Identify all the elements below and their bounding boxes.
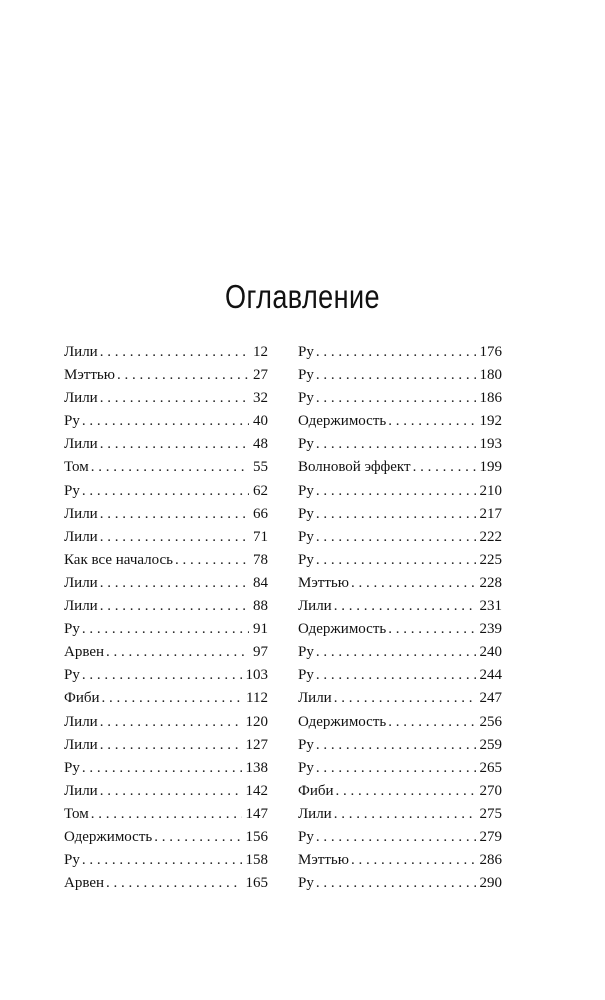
toc-entry-label: Ру bbox=[298, 482, 314, 499]
toc-entry bbox=[64, 410, 268, 433]
toc-entry-label: Арвен bbox=[64, 644, 105, 661]
toc-entry-label: Ру bbox=[298, 875, 314, 892]
toc-entry-page-number: 210 bbox=[479, 482, 502, 499]
toc-entry-page-number: 40 bbox=[253, 413, 268, 430]
dot-leader bbox=[316, 641, 476, 664]
toc-entry-label: Ру bbox=[298, 528, 314, 545]
toc-entry bbox=[298, 687, 502, 710]
toc-entry-page-number: 193 bbox=[479, 436, 502, 453]
toc-entry bbox=[64, 595, 268, 618]
dot-leader bbox=[106, 872, 241, 895]
toc-entry-page-number: 228 bbox=[479, 574, 502, 591]
toc-entry-page-number: 231 bbox=[479, 598, 502, 615]
toc-entry bbox=[64, 641, 268, 664]
dot-leader bbox=[82, 410, 249, 433]
toc-entry-label: Ру bbox=[64, 759, 80, 776]
toc-entry-page-number: 256 bbox=[479, 713, 502, 730]
toc-entry-page-number: 48 bbox=[253, 436, 268, 453]
toc-entry-page-number: 156 bbox=[245, 828, 268, 845]
toc-entry bbox=[298, 410, 502, 433]
dot-leader bbox=[100, 734, 242, 757]
dot-leader bbox=[334, 687, 476, 710]
dot-leader bbox=[334, 595, 476, 618]
toc-entry bbox=[64, 433, 268, 456]
toc-entry bbox=[298, 641, 502, 664]
dot-leader bbox=[100, 711, 242, 734]
toc-entry-label: Лили bbox=[64, 436, 98, 453]
toc-entry bbox=[64, 387, 268, 410]
toc-entry-page-number: 247 bbox=[479, 690, 502, 707]
toc-entry-label: Ру bbox=[64, 621, 80, 638]
dot-leader bbox=[316, 480, 476, 503]
dot-leader bbox=[336, 780, 476, 803]
toc-entry-page-number: 165 bbox=[245, 875, 268, 892]
toc-entry bbox=[64, 803, 268, 826]
dot-leader bbox=[316, 734, 476, 757]
dot-leader bbox=[316, 387, 476, 410]
toc-entry bbox=[298, 526, 502, 549]
toc-entry-label: Лили bbox=[64, 598, 98, 615]
toc-entry bbox=[64, 456, 268, 479]
toc-entry bbox=[64, 503, 268, 526]
toc-entry bbox=[298, 595, 502, 618]
toc-entry-label: Ру bbox=[298, 759, 314, 776]
toc-entry-label: Лили bbox=[64, 390, 98, 407]
toc-entry-page-number: 12 bbox=[253, 344, 268, 360]
dot-leader bbox=[82, 664, 242, 687]
toc-entry-label: Как все началось bbox=[64, 551, 174, 568]
toc-entry-label: Лили bbox=[298, 690, 332, 707]
dot-leader bbox=[106, 641, 249, 664]
dot-leader bbox=[316, 549, 476, 572]
dot-leader bbox=[100, 780, 242, 803]
toc-entry bbox=[64, 526, 268, 549]
toc-entry bbox=[64, 757, 268, 780]
toc-column-left bbox=[64, 341, 268, 895]
dot-leader bbox=[100, 572, 249, 595]
toc-entry bbox=[64, 664, 268, 687]
toc-entry bbox=[64, 687, 268, 710]
toc-entry-label: Ру bbox=[64, 667, 80, 684]
toc-entry bbox=[64, 826, 268, 849]
toc-entry bbox=[298, 757, 502, 780]
toc-entry bbox=[64, 364, 268, 387]
toc-entry-page-number: 275 bbox=[479, 805, 502, 822]
toc-entry-label: Том bbox=[64, 459, 89, 476]
toc-entry-page-number: 270 bbox=[479, 782, 502, 799]
toc-entry-page-number: 97 bbox=[253, 644, 268, 661]
dot-leader bbox=[316, 341, 476, 364]
toc-entry-page-number: 240 bbox=[479, 644, 502, 661]
toc-entry bbox=[298, 664, 502, 687]
dot-leader bbox=[388, 711, 475, 734]
toc-entry-page-number: 84 bbox=[253, 574, 268, 591]
toc-entry bbox=[298, 711, 502, 734]
toc-entry-page-number: 225 bbox=[479, 551, 502, 568]
dot-leader bbox=[316, 364, 476, 387]
dot-leader bbox=[100, 526, 249, 549]
toc-entry-page-number: 66 bbox=[253, 505, 268, 522]
toc-entry bbox=[64, 480, 268, 503]
toc-entry-label: Ру bbox=[298, 344, 314, 360]
toc-entry-page-number: 55 bbox=[253, 459, 268, 476]
toc-entry-label: Лили bbox=[298, 598, 332, 615]
toc-entry bbox=[298, 433, 502, 456]
toc-entry-page-number: 78 bbox=[253, 551, 268, 568]
dot-leader bbox=[316, 826, 476, 849]
toc-entry bbox=[298, 849, 502, 872]
toc-entry-label: Одержимость bbox=[298, 413, 387, 430]
toc-entry-label: Лили bbox=[64, 574, 98, 591]
toc-entry-page-number: 286 bbox=[479, 852, 502, 869]
dot-leader bbox=[351, 572, 476, 595]
toc-entry bbox=[298, 872, 502, 895]
dot-leader bbox=[316, 503, 476, 526]
toc-entry-label: Арвен bbox=[64, 875, 105, 892]
toc-entry bbox=[64, 618, 268, 641]
toc-entry bbox=[298, 387, 502, 410]
toc-entry-label: Том bbox=[64, 805, 89, 822]
toc-entry-label: Ру bbox=[298, 667, 314, 684]
toc-entry bbox=[298, 803, 502, 826]
toc-entry-page-number: 158 bbox=[245, 852, 268, 869]
toc-entry-page-number: 62 bbox=[253, 482, 268, 499]
toc-entry-label: Одержимость bbox=[64, 828, 153, 845]
dot-leader bbox=[316, 526, 476, 549]
toc-entry-label: Ру bbox=[64, 413, 80, 430]
dot-leader bbox=[351, 849, 476, 872]
dot-leader bbox=[100, 595, 249, 618]
toc-entry-page-number: 71 bbox=[253, 528, 268, 545]
toc-entry bbox=[298, 549, 502, 572]
toc-entry-page-number: 27 bbox=[253, 367, 268, 384]
toc-entry-page-number: 138 bbox=[245, 759, 268, 776]
toc-entry bbox=[298, 780, 502, 803]
toc-entry-label: Одержимость bbox=[298, 713, 387, 730]
toc-entry-label: Ру bbox=[64, 852, 80, 869]
toc-entry-label: Лили bbox=[64, 782, 98, 799]
dot-leader bbox=[117, 364, 249, 387]
toc-entry-label: Мэттью bbox=[298, 852, 349, 869]
toc-entry-label: Ру bbox=[298, 367, 314, 384]
toc-entry bbox=[298, 734, 502, 757]
toc-entry-label: Ру bbox=[298, 736, 314, 753]
toc-column-right bbox=[298, 341, 502, 895]
toc-entry bbox=[298, 826, 502, 849]
dot-leader bbox=[316, 757, 476, 780]
toc-entry bbox=[64, 734, 268, 757]
dot-leader bbox=[82, 849, 242, 872]
dot-leader bbox=[91, 803, 242, 826]
toc-entry-page-number: 180 bbox=[479, 367, 502, 384]
dot-leader bbox=[413, 456, 476, 479]
toc-entry-label: Лили bbox=[64, 736, 98, 753]
toc-entry bbox=[298, 572, 502, 595]
dot-leader bbox=[91, 456, 249, 479]
toc-entry-page-number: 91 bbox=[253, 621, 268, 638]
toc-entry bbox=[298, 503, 502, 526]
dot-leader bbox=[100, 341, 249, 364]
toc-entry-label: Лили bbox=[64, 528, 98, 545]
toc-entry-page-number: 88 bbox=[253, 598, 268, 615]
toc-entry-page-number: 186 bbox=[479, 390, 502, 407]
toc-entry bbox=[298, 618, 502, 641]
dot-leader bbox=[82, 757, 242, 780]
dot-leader bbox=[82, 480, 249, 503]
toc-entry bbox=[298, 364, 502, 387]
toc-entry bbox=[64, 341, 268, 364]
toc-entry-label: Ру bbox=[64, 482, 80, 499]
toc-entry-page-number: 217 bbox=[479, 505, 502, 522]
toc-entry-label: Фиби bbox=[298, 782, 334, 799]
toc-entry bbox=[298, 456, 502, 479]
dot-leader bbox=[388, 618, 475, 641]
toc-entry-label: Мэттью bbox=[64, 367, 115, 384]
toc-entry-page-number: 147 bbox=[245, 805, 268, 822]
toc-entry-page-number: 199 bbox=[479, 459, 502, 476]
page-title: Оглавление bbox=[225, 278, 380, 315]
toc-entry-page-number: 32 bbox=[253, 390, 268, 407]
dot-leader bbox=[154, 826, 241, 849]
toc-entry bbox=[298, 341, 502, 364]
dot-leader bbox=[102, 687, 243, 710]
toc-entry-label: Одержимость bbox=[298, 621, 387, 638]
dot-leader bbox=[82, 618, 249, 641]
toc-entry-page-number: 176 bbox=[479, 344, 502, 360]
toc-entry-page-number: 279 bbox=[479, 828, 502, 845]
toc-entry-page-number: 112 bbox=[246, 690, 268, 707]
toc-entry-page-number: 244 bbox=[479, 667, 502, 684]
toc-entry bbox=[64, 711, 268, 734]
toc-entry-label: Ру bbox=[298, 505, 314, 522]
dot-leader bbox=[100, 503, 249, 526]
toc-entry-page-number: 103 bbox=[245, 667, 268, 684]
toc-entry-page-number: 120 bbox=[245, 713, 268, 730]
toc-entry-page-number: 222 bbox=[479, 528, 502, 545]
toc-entry-page-number: 265 bbox=[479, 759, 502, 776]
toc-entry-label: Лили bbox=[64, 505, 98, 522]
toc-entry-label: Лили bbox=[298, 805, 332, 822]
dot-leader bbox=[388, 410, 475, 433]
dot-leader bbox=[175, 549, 249, 572]
toc-entry-label: Ру bbox=[298, 828, 314, 845]
toc-entry bbox=[64, 549, 268, 572]
dot-leader bbox=[316, 664, 476, 687]
toc-entry-label: Ру bbox=[298, 644, 314, 661]
toc-entry-page-number: 259 bbox=[479, 736, 502, 753]
dot-leader bbox=[316, 872, 476, 895]
dot-leader bbox=[100, 387, 249, 410]
toc-entry-label: Волновой эффект bbox=[298, 459, 411, 476]
toc-entry-label: Ру bbox=[298, 551, 314, 568]
toc-entry-label: Лили bbox=[64, 713, 98, 730]
toc-entry-page-number: 290 bbox=[479, 875, 502, 892]
toc-entry bbox=[64, 872, 268, 895]
toc-entry bbox=[64, 780, 268, 803]
toc-entry bbox=[298, 480, 502, 503]
toc-entry-label: Ру bbox=[298, 390, 314, 407]
toc-entry bbox=[64, 572, 268, 595]
toc-entry-label: Ру bbox=[298, 436, 314, 453]
toc-entry-page-number: 192 bbox=[479, 413, 502, 430]
dot-leader bbox=[316, 433, 476, 456]
dot-leader bbox=[100, 433, 249, 456]
toc-entry-page-number: 239 bbox=[479, 621, 502, 638]
toc-entry-label: Лили bbox=[64, 344, 98, 360]
dot-leader bbox=[334, 803, 476, 826]
toc-entry-page-number: 127 bbox=[245, 736, 268, 753]
toc-entry-page-number: 142 bbox=[245, 782, 268, 799]
toc-entry bbox=[64, 849, 268, 872]
toc-entry-label: Мэттью bbox=[298, 574, 349, 591]
toc-entry-label: Фиби bbox=[64, 690, 100, 707]
